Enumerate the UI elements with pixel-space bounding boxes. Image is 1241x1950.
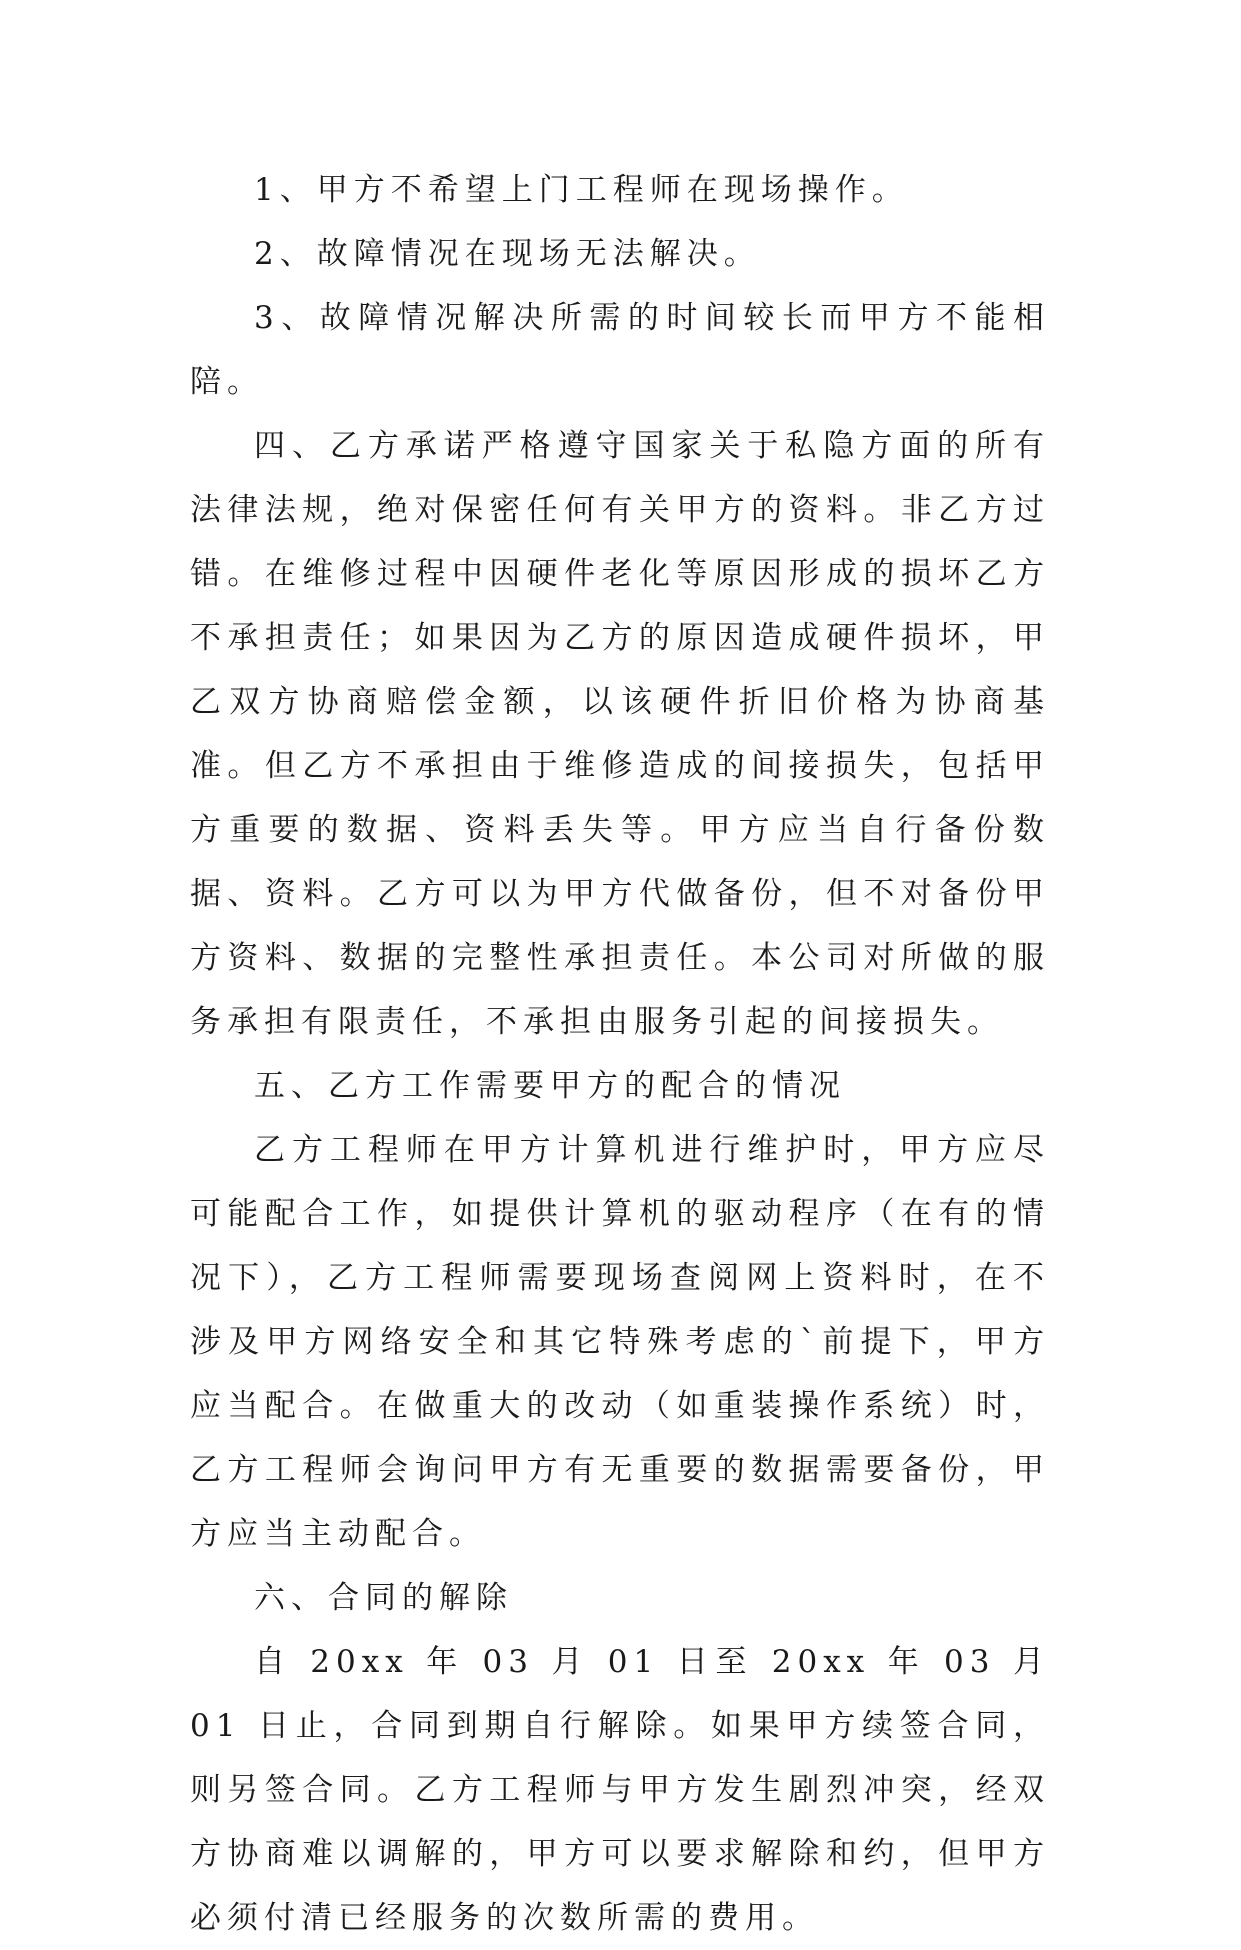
document-body [190,158,1050,1950]
paragraph-condition-2: 2、故障情况在现场无法解决。 [254,236,761,272]
paragraph-condition-3: 3、故障情况解决所需的时间较长而甲方不能相陪。 [190,300,1050,400]
paragraph-section-6-termination: 自 20xx 年 03 月 01 日至 20xx 年 03 月 01 日止，合同到期自行解除。如果甲方续签合同，则另签合同。乙方工程师与甲方发生剧烈冲突，经双方协商难以调解的，甲方可以要求解除和约，但甲方必须付清已经服务的次数所需的费用。 [190,1644,1050,1936]
paragraph-section-4-privacy: 四、乙方承诺严格遵守国家关于私隐方面的所有法律法规，绝对保密任何有关甲方的资料。非乙方过错。在维修过程中因硬件老化等原因形成的损坏乙方不承担责任；如果因为乙方的原因造成硬件损坏，甲乙双方协商赔偿金额，以该硬件折旧价格为协商基准。但乙方不承担由于维修造成的间接损失，包括甲方重要的数据、资料丢失等。甲方应当自行备份数据、资料。乙方可以为甲方代做备份，但不对备份甲方资料、数据的完整性承担责任。本公司对所做的服务承担有限责任，不承担由服务引起的间接损失。 [190,428,1050,1040]
heading-section-6: 六、合同的解除 [254,1580,513,1616]
paragraph-condition-1: 1、甲方不希望上门工程师在现场操作。 [254,172,909,208]
heading-section-5: 五、乙方工作需要甲方的配合的情况 [254,1068,846,1104]
paragraph-section-5-cooperation: 乙方工程师在甲方计算机进行维护时，甲方应尽可能配合工作，如提供计算机的驱动程序（在有的情况下），乙方工程师需要现场查阅网上资料时，在不涉及甲方网络安全和其它特殊考虑的`前提下，甲方应当配合。在做重大的改动（如重装操作系统）时，乙方工程师会询问甲方有无重要的数据需要备份，甲方应当主动配合。 [190,1132,1050,1552]
